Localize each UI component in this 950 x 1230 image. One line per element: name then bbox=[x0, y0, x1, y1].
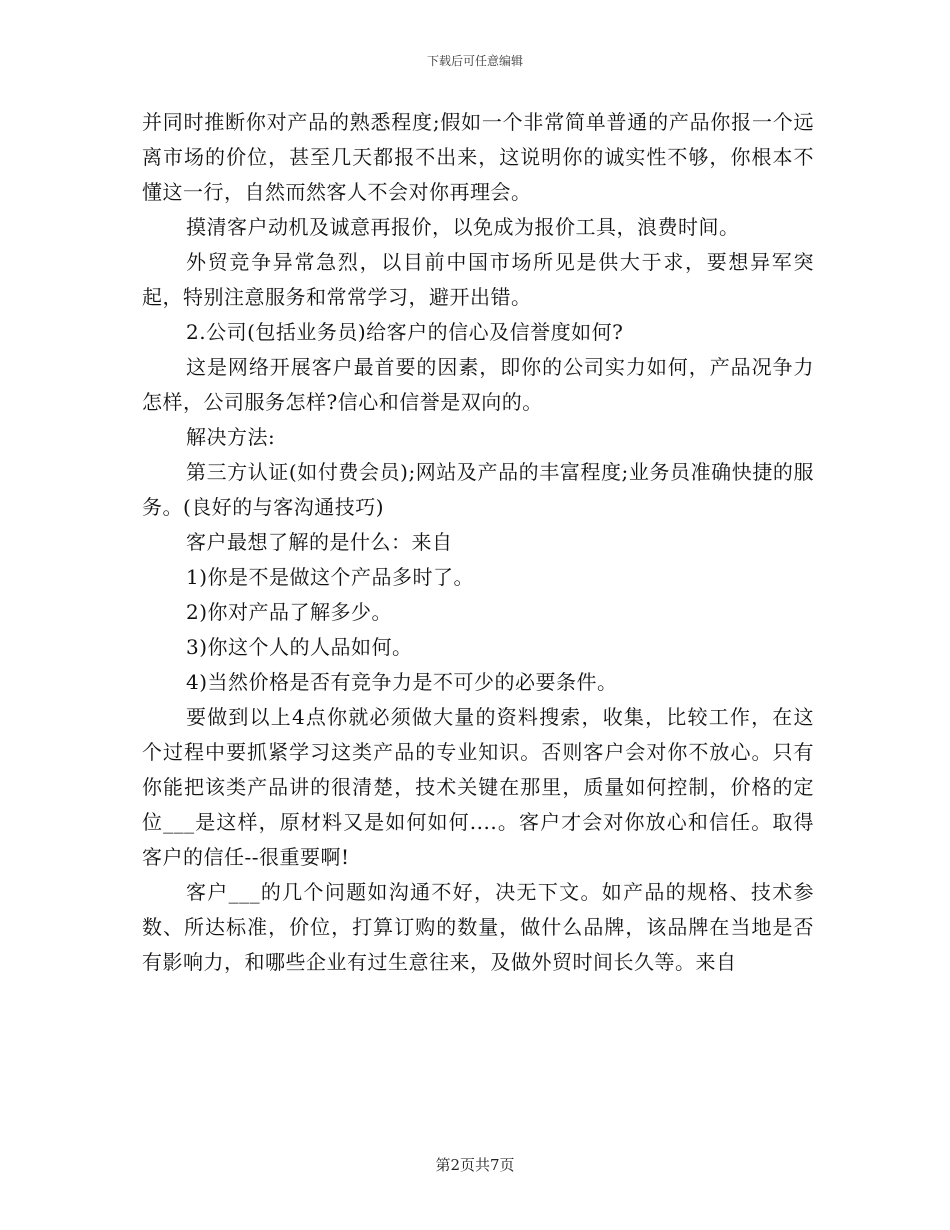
section-heading-2: 2.公司(包括业务员)给客户的信心及信誉度如何? bbox=[186, 320, 624, 344]
page-header: 下载后可任意编辑 bbox=[426, 54, 523, 68]
paragraph-solution-label: 解决方法: bbox=[186, 425, 276, 449]
list-item-4: 4)当然价格是否有竞争力是不可少的必要条件。 bbox=[186, 670, 618, 694]
paragraph-competition: 外贸竞争异常急烈，以目前中国市场所见是供大于求，要想异军突起，特别注意服务和常常学习，避开出错。 bbox=[142, 250, 814, 309]
document-body bbox=[142, 105, 814, 980]
paragraph-company-strength: 这是网络开展客户最首要的因素，即你的公司实力如何，产品况争力怎样，公司服务怎样?信心和信誉是双向的。 bbox=[142, 355, 814, 414]
list-item-1: 1)你是不是做这个产品多时了。 bbox=[186, 565, 475, 589]
paragraph-customer-wants: 客户最想了解的是什么：来自 bbox=[186, 530, 453, 554]
list-item-3: 3)你这个人的人品如何。 bbox=[186, 635, 413, 659]
paragraph-quote-advice: 摸清客户动机及诚意再报价，以免成为报价工具，浪费时间。 bbox=[186, 215, 740, 239]
paragraph-solution-detail: 第三方认证(如付费会员);网站及产品的丰富程度;业务员准确快捷的服务。(良好的与客沟通技巧) bbox=[142, 460, 814, 519]
list-item-2: 2)你对产品了解多少。 bbox=[186, 600, 393, 624]
paragraph-four-points: 要做到以上4点你就必须做大量的资料搜索，收集，比较工作，在这个过程中要抓紧学习这类产品的专业知识。否则客户会对你不放心。只有你能把该类产品讲的很清楚，技术关键在那里，质量如何控制，价格的定位___是这样，原材料又是如何如何....。客户才会对你放心和信任。取得客户的信任--很重要啊! bbox=[142, 705, 814, 869]
paragraph-continuation: 并同时推断你对产品的熟悉程度;假如一个非常简单普通的产品你报一个远离市场的价位，甚至几天都报不出来，这说明你的诚实性不够，你根本不懂这一行，自然而然客人不会对你再理会。 bbox=[142, 110, 814, 204]
page-footer: 第2页共7页 bbox=[435, 1156, 515, 1174]
paragraph-customer-questions: 客户___的几个问题如沟通不好，决无下文。如产品的规格、技术参数、所达标准，价位，打算订购的数量，做什么品牌，该品牌在当地是否有影响力，和哪些企业有过生意往来，及做外贸时间长久等。来自 bbox=[142, 880, 814, 974]
